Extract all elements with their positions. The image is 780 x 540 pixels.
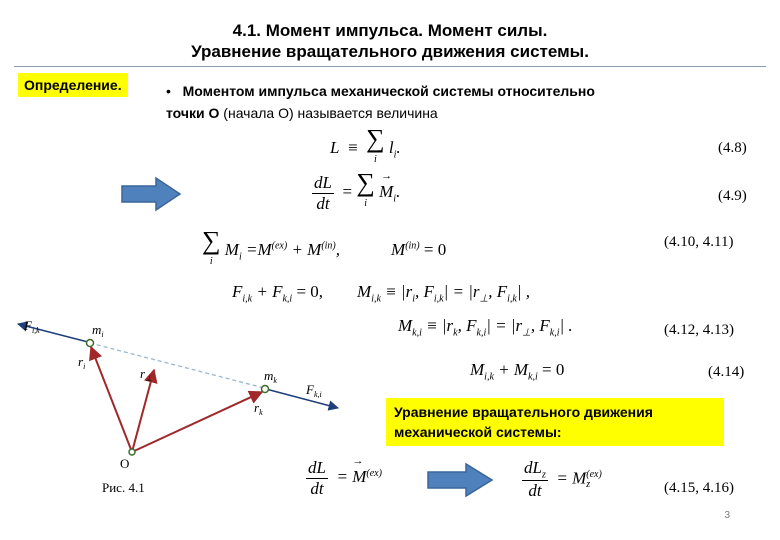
r-k-vector	[132, 392, 262, 452]
svg-text:mk: $m_k$	[264, 368, 277, 385]
r-i-vector	[91, 347, 132, 452]
equation-number-4-9: (4.9)	[718, 188, 747, 204]
arrow-right-icon	[426, 462, 494, 498]
svg-text:O: O	[120, 456, 130, 471]
page-title-line1: 4.1. Момент импульса. Момент силы.	[232, 21, 548, 40]
equation-4-8: L ≡ ∑ $^i$ $l_i$.	[330, 124, 401, 165]
motion-equation-label: Уравнение вращательного движения механической системы:	[386, 398, 724, 446]
definition-label: Определение.	[18, 73, 128, 97]
equation-4-14: $M_{i,k} + M_{k,i} = 0$	[470, 360, 565, 383]
intro-bold-2: точки О	[166, 105, 220, 121]
arrow-right-icon	[120, 176, 182, 212]
equation-4-10: ∑ $^i$ $M_i =M^{(ex)} + M^{(in)}$, $M^{(in)} = 0$	[202, 226, 447, 267]
equation-4-9: $\frac{dL}{dt}$ = ∑ $^i$ → $M_i$.	[314, 168, 401, 213]
dashed-line	[90, 343, 264, 388]
svg-text:Рис. 4.1: Рис. 4.1	[102, 480, 145, 495]
equation-number-4-12: (4.12, 4.13)	[664, 322, 734, 338]
svg-text:rk: $r_k$	[254, 400, 263, 417]
bullet: •	[166, 83, 171, 99]
svg-text:ri: $r_i$	[78, 354, 86, 371]
mass-i-point	[87, 340, 94, 347]
intro-normal: (начала О) называется величина	[219, 105, 438, 121]
mass-k-point	[262, 386, 269, 393]
equation-number-4-16: (4.15, 4.16)	[664, 480, 734, 496]
equation-4-12-a: $F_{i,k} + F_{k,i} = 0$, $M_{i,k} \equiv |r_i$, $F_{i,k}| = |r_\perp$, $F_{i,k}|$ ,	[232, 282, 531, 305]
intro-bold-1: Моментом импульса механической системы относительно	[182, 83, 595, 99]
title-divider	[14, 66, 766, 67]
figure-4-1	[14, 306, 344, 506]
equation-4-12-b: $M_{k,i} \equiv |r_k$, $F_{k,i}| = |r_\perp$, $F_{k,i}|$ .	[398, 316, 573, 339]
page-title-line2: Уравнение вращательного движения системы.	[191, 42, 589, 61]
equation-number-4-8: (4.8)	[718, 140, 747, 156]
equation-number-4-10: (4.10, 4.11)	[664, 234, 734, 250]
intro-text	[166, 80, 726, 124]
svg-text:Fi,k: $F_{i,k}$	[24, 318, 40, 335]
svg-text:r⊥: $r_\perp$	[140, 366, 153, 383]
equation-4-16: $\frac{dL_z}{dt}$ = M (ex) z	[524, 458, 602, 501]
svg-text:mi: $m_i$	[92, 322, 104, 339]
force-ki-vector	[266, 389, 338, 408]
equation-number-4-14: (4.14)	[708, 364, 745, 380]
equation-4-15: $\frac{dL}{dt}$ = M → $^{(ex)}$	[308, 455, 382, 498]
origin-point	[129, 449, 135, 455]
slide-number: 3	[724, 510, 730, 521]
svg-text:Fk,i: $F_{k,i}$	[306, 382, 322, 399]
